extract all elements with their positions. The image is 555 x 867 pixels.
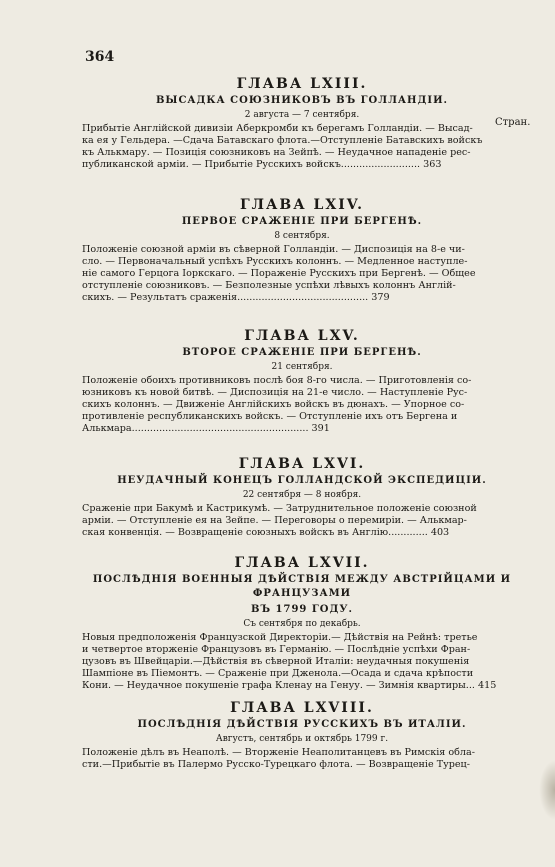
- page-number: 364: [85, 49, 115, 65]
- summary-line: противленіе республиканскихъ войскъ. — Отступленіе ихъ отъ Бергена и: [82, 411, 458, 422]
- chapter-subtitle: ПЕРВОЕ СРАЖЕНІЕ ПРИ БЕРГЕНѢ.: [181, 216, 423, 227]
- chapter-subtitle: ПОСЛѢДНІЯ ВОЕННЫЯ ДѢЙСТВІЯ МЕЖДУ АВСТРІЙЦАМИ И ФРАНЦУЗАМИ: [92, 574, 512, 599]
- summary-line: ская конвенція. — Возвращеніе союзныхъ войскъ въ Англію............. 403: [82, 527, 450, 538]
- chapter-date: 8 сентября.: [274, 231, 330, 241]
- chapter-lxiv: [82, 197, 522, 304]
- chapter-lxvi: [82, 456, 522, 539]
- chapter-lxv: [82, 328, 522, 435]
- summary-line: Прибытіе Англійской дивизіи Аберкромби къ берегамъ Голландіи. — Высад-: [82, 123, 473, 134]
- page-column-header: Стран.: [495, 117, 531, 128]
- chapter-title: ГЛАВА LXIV.: [239, 197, 365, 213]
- chapter-date: 22 сентября — 8 ноября.: [242, 490, 362, 500]
- summary-line: Положеніе дѣлъ въ Неаполѣ. — Вторженіе Неаполитанцевъ въ Римскія обла-: [82, 747, 475, 758]
- summary-line: публиканской арміи. — Прибытіе Русскихъ войскъ.......................... 363: [82, 159, 442, 170]
- chapter-title: ГЛАВА LXVIII.: [230, 700, 374, 716]
- page-stain: [539, 760, 555, 820]
- chapter-summary: [82, 123, 522, 171]
- summary-line: къ Алькмару. — Позиція союзниковъ на Зейпѣ. — Неудачное нападеніе рес-: [82, 147, 471, 158]
- summary-line: сти.—Прибытіе въ Палермо Русско-Турецкаго флота. — Возвращеніе Турец-: [82, 759, 470, 770]
- summary-line: скихъ колоннъ. — Движеніе Англійскихъ войскъ въ дюнахъ. — Упорное со-: [82, 399, 465, 410]
- chapter-title: ГЛАВА LXVI.: [238, 456, 366, 472]
- chapter-subtitle: ПОСЛѢДНІЯ ДѢЙСТВІЯ РУССКИХЪ ВЪ ИТАЛІИ.: [137, 719, 467, 730]
- summary-line: ка ея у Гельдера. —Сдача Батавскаго флота.—Отступленіе Батавскихъ войскъ: [82, 135, 483, 146]
- summary-line: отступленіе союзниковъ. — Безполезные успѣхи лѣвыхъ колоннъ Англій-: [82, 280, 456, 291]
- summary-line: Кони. — Неудачное покушеніе графа Кленау на Генуу. — Зимнія квартиры... 415: [82, 680, 497, 691]
- chapter-summary: [82, 244, 522, 304]
- summary-line: Положеніе обоихъ противниковъ послѣ боя 8-го числа. — Приготовленія со-: [82, 375, 472, 386]
- chapter-summary: [82, 503, 522, 539]
- chapter-title: ГЛАВА LXVII.: [234, 555, 370, 571]
- summary-line: и четвертое вторженіе Французовъ въ Германію. — Послѣдніе успѣхи Фран-: [82, 644, 471, 655]
- chapter-lxviii: [82, 700, 522, 771]
- summary-line: Новыя предположенія Французской Директоріи.— Дѣйствія на Рейнѣ: третье: [82, 632, 478, 643]
- chapter-summary: [82, 375, 522, 435]
- summary-line: Сраженіе при Бакумѣ и Кастрикумѣ. — Затруднительное положеніе союзной: [82, 503, 477, 514]
- chapter-lxiii: [82, 76, 522, 171]
- summary-line: сло. — Первоначальный успѣхъ Русскихъ колоннъ. — Медленное наступле-: [82, 256, 468, 267]
- chapter-date: 21 сентября.: [271, 362, 333, 372]
- summary-line: Шампіоне въ Піемонтъ. — Сраженіе при Дженола.—Осада и сдача крѣпости: [82, 668, 474, 679]
- summary-line: Положеніе союзной арміи въ сѣверной Голландіи. — Диспозиція на 8-е чи-: [82, 244, 465, 255]
- chapter-subtitle-year: ВЪ 1799 ГОДУ.: [251, 604, 353, 615]
- chapter-date: Августъ, сентябрь и октябрь 1799 г.: [215, 734, 389, 744]
- summary-line: Алькмара.......................................................... 391: [82, 423, 330, 434]
- chapter-subtitle: ВЫСАДКА СОЮЗНИКОВЪ ВЪ ГОЛЛАНДІИ.: [155, 95, 449, 106]
- summary-line: арміи. — Отступленіе ея на Зейпе. — Переговоры о перемиріи. — Алькмар-: [82, 515, 467, 526]
- summary-line: юзниковъ къ новой битвѣ. — Диспозиція на 21-е число. — Наступленіе Рус-: [82, 387, 468, 398]
- chapter-title: ГЛАВА LXIII.: [236, 76, 368, 92]
- chapter-lxvii: [82, 555, 522, 692]
- chapter-summary: [82, 632, 522, 692]
- chapter-date: Съ сентября по декабрь.: [243, 619, 361, 629]
- chapter-subtitle: НЕУДАЧНЫЙ КОНЕЦЪ ГОЛЛАНДСКОЙ ЭКСПЕДИЦІИ.: [117, 475, 487, 486]
- chapter-title: ГЛАВА LXV.: [244, 328, 360, 344]
- summary-line: ніе самого Герцога Іоркскаго. — Пораженіе Русскихъ при Бергенѣ. — Общее: [82, 268, 476, 279]
- summary-line: скихъ. — Результатъ сраженія........................................... 379: [82, 292, 390, 303]
- summary-line: цузовъ въ Швейцаріи.—Дѣйствія въ сѣверной Италіи: неудачныя покушенія: [82, 656, 470, 667]
- chapter-subtitle: ВТОРОЕ СРАЖЕНІЕ ПРИ БЕРГЕНѢ.: [182, 347, 422, 358]
- chapter-date: 2 августа — 7 сентября.: [244, 110, 360, 120]
- chapter-summary: [82, 747, 522, 771]
